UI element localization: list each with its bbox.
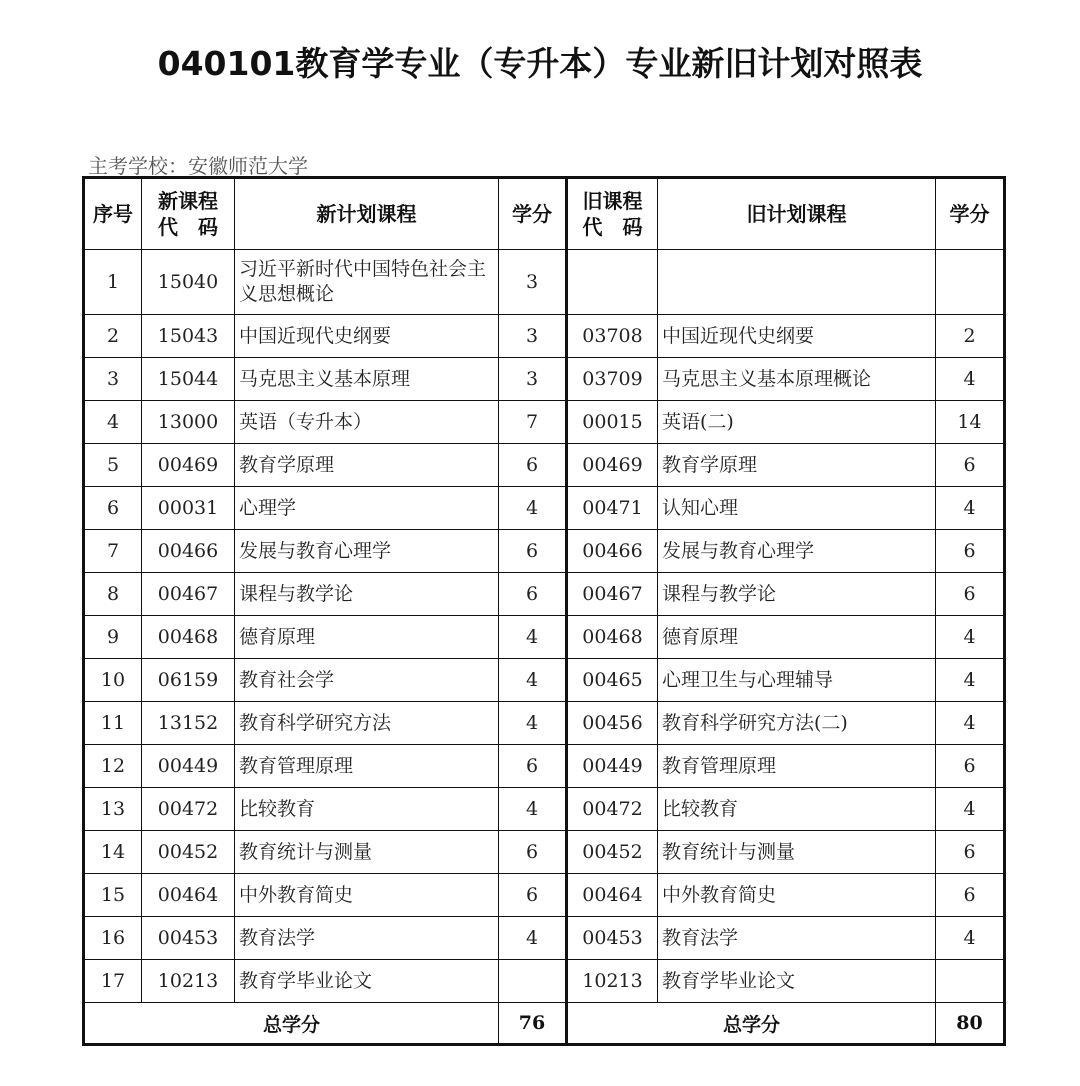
cell-old-code: 00468 (567, 616, 658, 659)
cell-old-course (658, 250, 936, 315)
cell-old-credit: 4 (936, 487, 1005, 530)
total-label-old: 总学分 (567, 1003, 936, 1045)
cell-old-credit (936, 960, 1005, 1003)
cell-new-credit: 6 (499, 573, 567, 616)
cell-seq: 2 (84, 315, 142, 358)
cell-old-course: 马克思主义基本原理概论 (658, 358, 936, 401)
cell-new-course: 发展与教育心理学 (235, 530, 499, 573)
cell-new-code: 10213 (142, 960, 235, 1003)
cell-seq: 8 (84, 573, 142, 616)
cell-new-credit: 4 (499, 659, 567, 702)
cell-old-credit (936, 250, 1005, 315)
cell-old-code: 03709 (567, 358, 658, 401)
table-row (84, 315, 1005, 358)
cell-old-course: 教育学原理 (658, 444, 936, 487)
total-row (84, 1003, 1005, 1045)
cell-old-credit: 4 (936, 917, 1005, 960)
cell-new-credit: 6 (499, 874, 567, 917)
cell-old-credit: 6 (936, 745, 1005, 788)
cell-new-course: 心理学 (235, 487, 499, 530)
total-label-new: 总学分 (84, 1003, 499, 1045)
cell-new-course: 德育原理 (235, 616, 499, 659)
cell-old-code: 00465 (567, 659, 658, 702)
table-header (84, 178, 1005, 250)
cell-seq: 6 (84, 487, 142, 530)
header-old-course: 旧计划课程 (658, 178, 936, 250)
table-row (84, 401, 1005, 444)
cell-new-course: 比较教育 (235, 788, 499, 831)
cell-new-course: 教育社会学 (235, 659, 499, 702)
cell-old-code: 10213 (567, 960, 658, 1003)
header-old-code (567, 178, 658, 250)
page-title: 040101教育学专业（专升本）专业新旧计划对照表 (157, 44, 923, 83)
cell-new-credit: 3 (499, 315, 567, 358)
cell-new-credit: 6 (499, 831, 567, 874)
cell-new-credit: 3 (499, 358, 567, 401)
cell-new-credit: 7 (499, 401, 567, 444)
cell-old-code: 00452 (567, 831, 658, 874)
cell-new-code: 00467 (142, 573, 235, 616)
cell-old-course: 发展与教育心理学 (658, 530, 936, 573)
exam-school: 主考学校：安徽师范大学 (88, 154, 308, 178)
cell-new-code: 00466 (142, 530, 235, 573)
cell-new-credit: 6 (499, 444, 567, 487)
table-row (84, 745, 1005, 788)
cell-old-credit: 4 (936, 616, 1005, 659)
cell-new-code: 00472 (142, 788, 235, 831)
cell-old-code: 00456 (567, 702, 658, 745)
cell-old-credit: 6 (936, 874, 1005, 917)
cell-old-code: 00472 (567, 788, 658, 831)
cell-old-credit: 6 (936, 530, 1005, 573)
cell-old-course: 教育统计与测量 (658, 831, 936, 874)
cell-old-course: 中外教育简史 (658, 874, 936, 917)
cell-old-course: 中国近现代史纲要 (658, 315, 936, 358)
cell-new-course: 教育学毕业论文 (235, 960, 499, 1003)
table-row (84, 616, 1005, 659)
cell-seq: 17 (84, 960, 142, 1003)
cell-old-credit: 4 (936, 702, 1005, 745)
cell-old-credit: 4 (936, 358, 1005, 401)
table-row (84, 788, 1005, 831)
cell-old-credit: 6 (936, 444, 1005, 487)
table-row (84, 444, 1005, 487)
header-new-code-text: 新课程代 码 (158, 189, 218, 239)
header-old-code-text: 旧课程代 码 (582, 189, 643, 239)
cell-old-code: 00471 (567, 487, 658, 530)
cell-new-code: 00452 (142, 831, 235, 874)
cell-new-course: 教育科学研究方法 (235, 702, 499, 745)
cell-seq: 1 (84, 250, 142, 315)
cell-new-code: 00468 (142, 616, 235, 659)
cell-seq: 9 (84, 616, 142, 659)
header-old-credit: 学分 (936, 178, 1005, 250)
header-seq: 序号 (84, 178, 142, 250)
cell-new-course: 习近平新时代中国特色社会主义思想概论 (235, 250, 499, 315)
cell-new-code: 00469 (142, 444, 235, 487)
cell-new-course: 教育学原理 (235, 444, 499, 487)
table-row (84, 358, 1005, 401)
cell-new-course: 马克思主义基本原理 (235, 358, 499, 401)
cell-old-code: 00467 (567, 573, 658, 616)
course-comparison-table (82, 176, 1006, 1046)
cell-new-course: 中国近现代史纲要 (235, 315, 499, 358)
cell-old-course: 认知心理 (658, 487, 936, 530)
cell-new-credit (499, 960, 567, 1003)
cell-seq: 5 (84, 444, 142, 487)
cell-old-code: 00453 (567, 917, 658, 960)
table-row (84, 250, 1005, 315)
cell-seq: 15 (84, 874, 142, 917)
cell-old-course: 比较教育 (658, 788, 936, 831)
cell-old-code: 00469 (567, 444, 658, 487)
table-row (84, 573, 1005, 616)
cell-new-code: 15040 (142, 250, 235, 315)
cell-seq: 4 (84, 401, 142, 444)
cell-old-course: 教育管理原理 (658, 745, 936, 788)
cell-old-course: 教育法学 (658, 917, 936, 960)
cell-old-course: 课程与教学论 (658, 573, 936, 616)
cell-old-course: 心理卫生与心理辅导 (658, 659, 936, 702)
cell-new-credit: 4 (499, 788, 567, 831)
cell-new-code: 00031 (142, 487, 235, 530)
cell-old-code: 00015 (567, 401, 658, 444)
header-new-course: 新计划课程 (235, 178, 499, 250)
cell-old-code: 00449 (567, 745, 658, 788)
total-credit-old: 80 (936, 1003, 1005, 1045)
cell-old-course: 英语(二) (658, 401, 936, 444)
cell-old-credit: 14 (936, 401, 1005, 444)
total-credit-new: 76 (499, 1003, 567, 1045)
cell-new-credit: 4 (499, 487, 567, 530)
cell-new-credit: 4 (499, 917, 567, 960)
cell-new-credit: 4 (499, 616, 567, 659)
cell-old-code (567, 250, 658, 315)
cell-new-credit: 4 (499, 702, 567, 745)
cell-new-code: 15043 (142, 315, 235, 358)
cell-old-course: 教育学毕业论文 (658, 960, 936, 1003)
table-row (84, 530, 1005, 573)
table-row (84, 659, 1005, 702)
cell-new-credit: 6 (499, 530, 567, 573)
cell-old-credit: 6 (936, 573, 1005, 616)
cell-seq: 10 (84, 659, 142, 702)
cell-new-credit: 6 (499, 745, 567, 788)
cell-new-code: 15044 (142, 358, 235, 401)
cell-new-course: 课程与教学论 (235, 573, 499, 616)
cell-new-course: 英语（专升本） (235, 401, 499, 444)
cell-old-credit: 2 (936, 315, 1005, 358)
cell-new-course: 教育管理原理 (235, 745, 499, 788)
cell-seq: 3 (84, 358, 142, 401)
cell-new-code: 00449 (142, 745, 235, 788)
cell-seq: 16 (84, 917, 142, 960)
cell-old-code: 00466 (567, 530, 658, 573)
cell-old-course: 德育原理 (658, 616, 936, 659)
cell-seq: 14 (84, 831, 142, 874)
cell-new-course: 教育统计与测量 (235, 831, 499, 874)
cell-new-code: 00464 (142, 874, 235, 917)
cell-old-code: 00464 (567, 874, 658, 917)
cell-old-course: 教育科学研究方法(二) (658, 702, 936, 745)
cell-new-course: 教育法学 (235, 917, 499, 960)
cell-new-credit: 3 (499, 250, 567, 315)
cell-seq: 7 (84, 530, 142, 573)
cell-old-credit: 4 (936, 788, 1005, 831)
cell-new-code: 13152 (142, 702, 235, 745)
cell-new-course: 中外教育简史 (235, 874, 499, 917)
cell-new-code: 13000 (142, 401, 235, 444)
cell-new-code: 06159 (142, 659, 235, 702)
table-row (84, 874, 1005, 917)
table-row (84, 917, 1005, 960)
header-new-code (142, 178, 235, 250)
cell-seq: 11 (84, 702, 142, 745)
table-row (84, 831, 1005, 874)
cell-new-code: 00453 (142, 917, 235, 960)
table-row (84, 960, 1005, 1003)
header-new-credit: 学分 (499, 178, 567, 250)
cell-old-code: 03708 (567, 315, 658, 358)
table-row (84, 702, 1005, 745)
cell-seq: 13 (84, 788, 142, 831)
cell-old-credit: 6 (936, 831, 1005, 874)
table-row (84, 487, 1005, 530)
cell-old-credit: 4 (936, 659, 1005, 702)
cell-seq: 12 (84, 745, 142, 788)
